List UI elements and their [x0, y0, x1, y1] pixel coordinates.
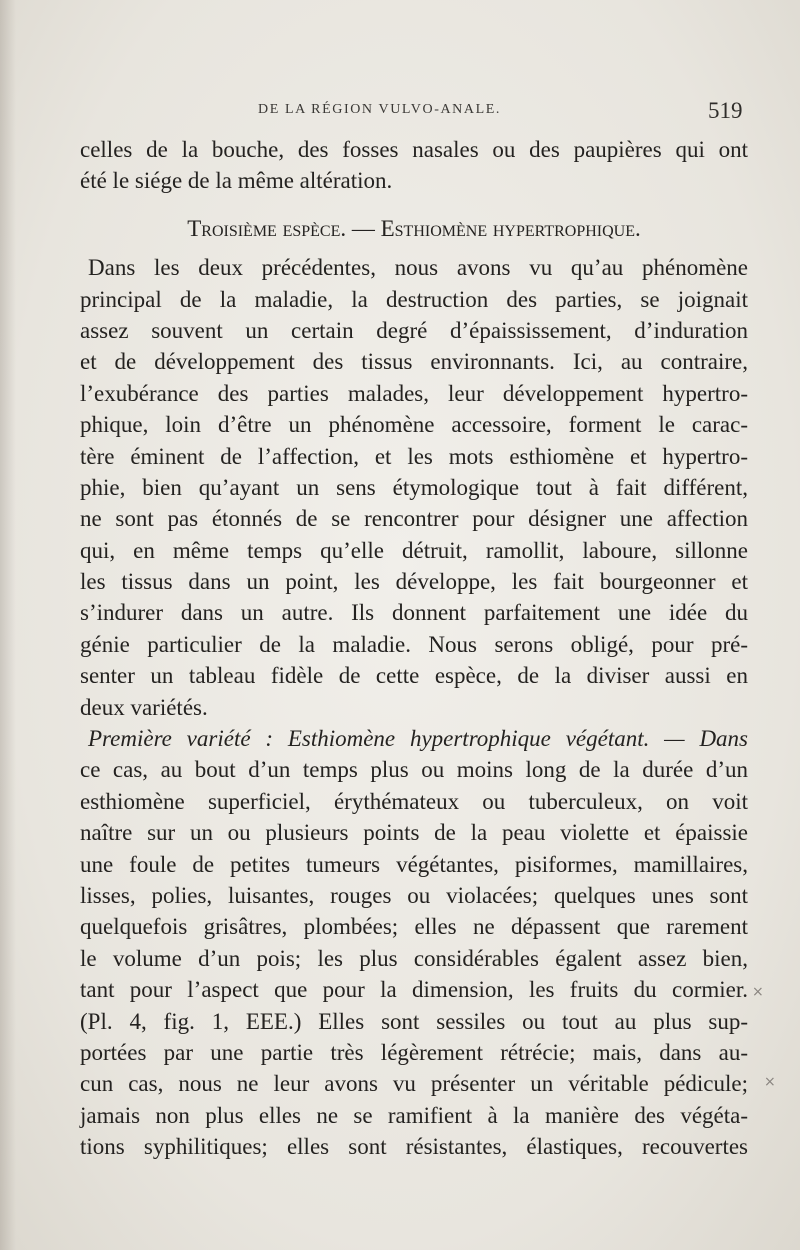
text-line: génie particulier de la maladie. Nous serons obligé, pour pré- — [80, 631, 748, 657]
text-line: portées par une partie très légèrement rétrécie; mais, dans au- — [80, 1039, 748, 1065]
page-number: 519 — [708, 98, 743, 123]
text-line: s’indurer dans un autre. Ils donnent parfaitement une idée du — [80, 600, 748, 626]
section-heading — [80, 213, 748, 244]
text-line: jamais non plus elles ne se ramifient à la manière des végéta- — [80, 1102, 748, 1128]
text-line: cun cas, nous ne leur avons vu présenter un véritable pédicule; — [80, 1071, 748, 1097]
text-line: phique, loin d’être un phénomène accessoire, forment le carac- — [80, 412, 748, 438]
text-line: Dans les deux précédentes, nous avons vu qu’au phénomène — [88, 255, 748, 281]
text-line: esthiomène superficiel, érythémateux ou tuberculeux, on voit — [80, 788, 748, 814]
text-line: assez souvent un certain degré d’épaississement, d’induration — [80, 317, 748, 343]
text-line: une foule de petites tumeurs végétantes, pisiformes, mamillaires, — [80, 851, 748, 877]
text-line: naître sur un ou plusieurs points de la peau violette et épaissie — [80, 820, 748, 846]
text-line: celles de la bouche, des fosses nasales ou des paupières qui ont — [80, 137, 748, 162]
margin-mark: × — [764, 1074, 776, 1090]
running-head — [0, 98, 800, 126]
text-line: les tissus dans un point, les développe, les fait bourgeonner et — [80, 569, 748, 595]
text-line: ne sont pas étonnés de se rencontrer pour désigner une affection — [80, 506, 748, 532]
text-line: tant pour l’aspect que pour la dimension, les fruits du cormier. — [80, 977, 748, 1003]
text-line: quelquefois grisâtres, plombées; elles ne dépassent que rarement — [80, 914, 748, 940]
text-line: ce cas, au bout d’un temps plus ou moins long de la durée d’un — [80, 757, 748, 783]
text-line: le volume d’un pois; les plus considérables égalent assez bien, — [80, 945, 748, 971]
text-line-italic-lead: Première variété : Esthiomène hypertrophique végétant. — Dans — [88, 726, 748, 752]
text-line: qui, en même temps qu’elle détruit, ramollit, laboure, sillonne — [80, 537, 748, 563]
text-line: l’exubérance des parties malades, leur développement hypertro- — [80, 380, 748, 406]
text-line: phie, bien qu’ayant un sens étymologique tout à fait différent, — [80, 474, 748, 500]
text-line: et de développement des tissus environnants. Ici, au contraire, — [80, 349, 748, 375]
text-line: (Pl. 4, fig. 1, EEE.) Elles sont sessiles ou tout au plus sup- — [80, 1008, 748, 1034]
page-edge-shadow — [0, 0, 16, 1250]
text-line: tère éminent de l’affection, et les mots esthiomène et hypertro- — [80, 443, 748, 469]
text-line: principal de la maladie, la destruction des parties, se joignait — [80, 286, 748, 312]
text-line: lisses, polies, luisantes, rouges ou violacées; quelques unes sont — [80, 882, 748, 908]
running-title: DE LA RÉGION VULVO-ANALE. — [258, 102, 501, 117]
text-line: tions syphilitiques; elles sont résistantes, élastiques, recouvertes — [80, 1134, 748, 1160]
text-line: deux variétés. — [80, 694, 208, 720]
text-line: senter un tableau fidèle de cette espèce, de la diviser aussi en — [80, 663, 748, 689]
text-line: été le siége de la même altération. — [80, 168, 393, 194]
margin-mark: × — [752, 984, 764, 1000]
heading-text: Troisième espèce. — Esthiomène hypertrophique. — [187, 215, 641, 241]
body-text — [80, 134, 748, 1163]
